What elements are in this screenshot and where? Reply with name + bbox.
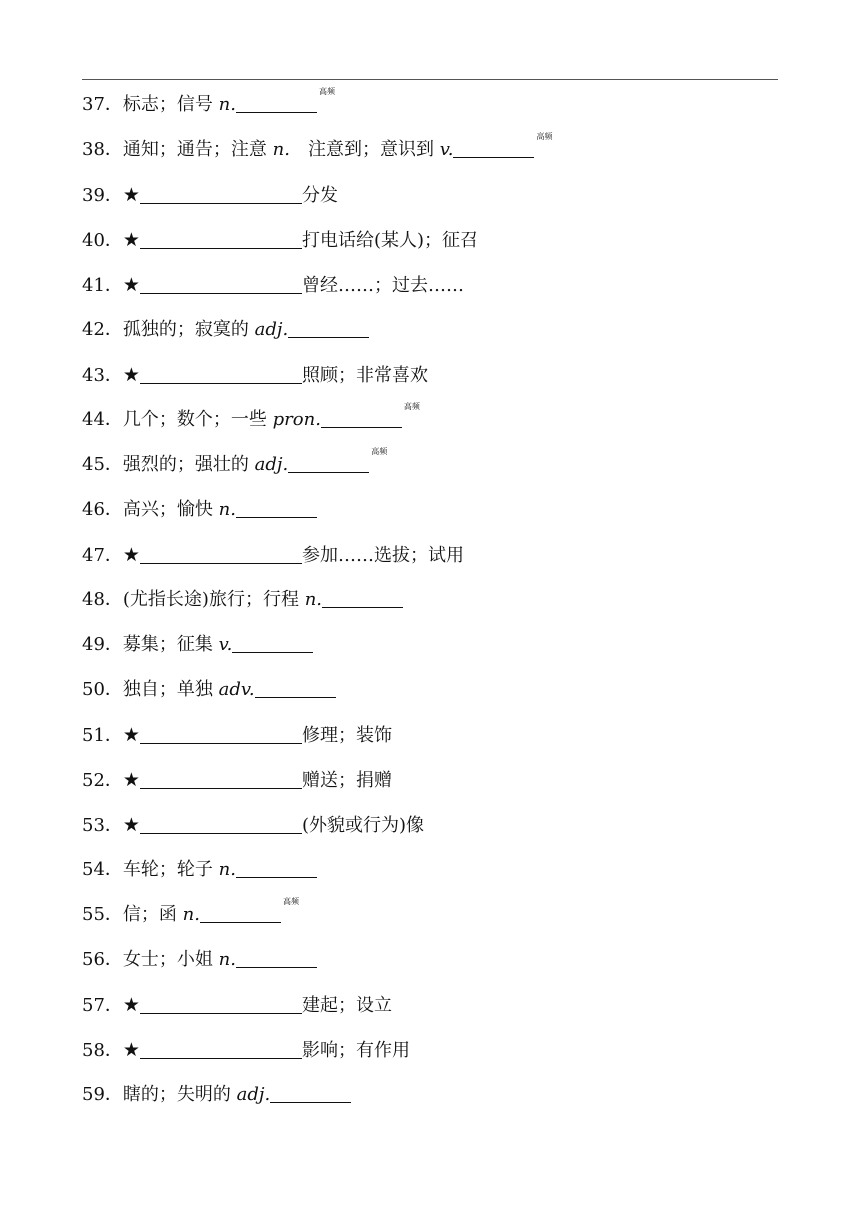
chinese-meaning: 分发 [301, 185, 338, 206]
number-separator: ． [104, 859, 123, 880]
part-of-speech: n. [182, 904, 200, 925]
star-icon: ★ [122, 814, 140, 836]
star-icon: ★ [122, 724, 140, 746]
number-separator: ． [104, 139, 123, 160]
number-separator: ． [104, 319, 123, 340]
frequency-tag: 高频 [282, 897, 299, 906]
answer-blank [321, 405, 402, 428]
chinese-meaning: 几个；数个；一些 [122, 409, 267, 430]
part-of-speech-2: v. [439, 139, 454, 160]
number-separator: ． [104, 679, 123, 700]
chinese-meaning: 强烈的；强壮的 [122, 454, 249, 475]
frequency-tag: 高频 [371, 447, 388, 456]
number-separator: ． [104, 230, 123, 251]
item-number: 57 [82, 995, 105, 1016]
chinese-meaning: 曾经……；过去…… [301, 275, 464, 296]
number-separator: ． [104, 1040, 123, 1061]
number-separator: ． [104, 454, 123, 475]
chinese-meaning: 女士；小姐 [122, 949, 213, 970]
chinese-meaning: 孤独的；寂寞的 [122, 319, 249, 340]
star-icon: ★ [122, 229, 140, 251]
chinese-meaning: 通知；通告；注意 [122, 139, 267, 160]
answer-blank [140, 766, 302, 789]
item-number: 38 [82, 139, 105, 160]
vocab-item [82, 628, 772, 673]
number-separator: ． [104, 725, 123, 746]
answer-blank [288, 315, 369, 338]
part-of-speech: n. [218, 859, 236, 880]
number-separator: ． [104, 589, 123, 610]
chinese-meaning: 信；函 [122, 904, 177, 925]
vocab-item [82, 583, 772, 628]
answer-blank [140, 721, 302, 744]
item-number: 55 [82, 904, 105, 925]
chinese-meaning: 车轮；轮子 [122, 859, 213, 880]
answer-blank [236, 855, 317, 878]
item-number: 45 [82, 454, 105, 475]
chinese-meaning: 影响；有作用 [301, 1040, 410, 1061]
star-icon: ★ [122, 769, 140, 791]
chinese-meaning: (外貌或行为)像 [301, 815, 424, 836]
part-of-speech: n. [218, 94, 236, 115]
number-separator: ． [104, 995, 123, 1016]
part-of-speech: adj. [254, 319, 289, 340]
chinese-meaning: 标志；信号 [122, 94, 213, 115]
number-separator: ． [104, 949, 123, 970]
chinese-meaning: 照顾；非常喜欢 [301, 365, 428, 386]
chinese-meaning: (尤指长途)旅行；行程 [122, 589, 299, 610]
answer-blank [140, 1036, 302, 1059]
vocab-item [82, 1078, 772, 1123]
item-number: 40 [82, 230, 105, 251]
part-of-speech: adv. [218, 679, 255, 700]
item-number: 42 [82, 319, 105, 340]
vocab-item [82, 943, 772, 988]
star-icon: ★ [122, 994, 140, 1016]
item-number: 49 [82, 634, 105, 655]
chinese-meaning: 募集；征集 [122, 634, 213, 655]
star-icon: ★ [122, 184, 140, 206]
vocab-item [82, 853, 772, 898]
item-number: 54 [82, 859, 105, 880]
chinese-meaning-2: 注意到；意识到 [307, 139, 434, 160]
number-separator: ． [104, 275, 123, 296]
vocab-item [82, 313, 772, 358]
vocab-item [82, 133, 772, 178]
item-number: 53 [82, 815, 105, 836]
answer-blank [255, 675, 336, 698]
item-number: 59 [82, 1084, 105, 1105]
frequency-tag: 高频 [403, 402, 420, 411]
number-separator: ． [104, 815, 123, 836]
answer-blank [270, 1080, 351, 1103]
answer-blank [288, 450, 369, 473]
answer-blank [140, 226, 302, 249]
item-number: 50 [82, 679, 105, 700]
number-separator: ． [104, 1084, 123, 1105]
item-number: 51 [82, 725, 105, 746]
answer-blank [200, 900, 281, 923]
part-of-speech: adj. [236, 1084, 271, 1105]
star-icon: ★ [122, 274, 140, 296]
number-separator: ． [104, 94, 123, 115]
vocab-item [82, 808, 772, 853]
vocab-list [82, 88, 772, 1123]
part-of-speech: n. [272, 139, 290, 160]
part-of-speech: v. [218, 634, 233, 655]
item-number: 44 [82, 409, 105, 430]
vocab-item [82, 223, 772, 268]
vocab-item [82, 673, 772, 718]
part-of-speech: pron. [272, 409, 321, 430]
number-separator: ． [104, 365, 123, 386]
item-number: 48 [82, 589, 105, 610]
item-number: 39 [82, 185, 105, 206]
answer-blank [236, 90, 317, 113]
vocab-item [82, 988, 772, 1033]
frequency-tag: 高频 [536, 132, 553, 141]
answer-blank [232, 630, 313, 653]
star-icon: ★ [122, 364, 140, 386]
number-separator: ． [104, 545, 123, 566]
vocab-item [82, 88, 772, 133]
answer-blank [236, 945, 317, 968]
vocab-item [82, 493, 772, 538]
chinese-meaning: 建起；设立 [301, 995, 392, 1016]
part-of-speech: adj. [254, 454, 289, 475]
number-separator: ． [104, 634, 123, 655]
chinese-meaning: 修理；装饰 [301, 725, 392, 746]
number-separator: ． [104, 770, 123, 791]
vocab-item [82, 268, 772, 313]
chinese-meaning: 高兴；愉快 [122, 499, 213, 520]
vocab-item [82, 1033, 772, 1078]
item-number: 46 [82, 499, 105, 520]
number-separator: ． [104, 499, 123, 520]
item-number: 41 [82, 275, 105, 296]
frequency-tag: 高频 [318, 87, 335, 96]
chinese-meaning: 打电话给(某人)；征召 [301, 230, 478, 251]
star-icon: ★ [122, 1039, 140, 1061]
answer-blank [140, 271, 302, 294]
vocab-item [82, 178, 772, 223]
vocab-item [82, 448, 772, 493]
answer-blank [236, 495, 317, 518]
part-of-speech: n. [218, 499, 236, 520]
part-of-speech: n. [304, 589, 323, 610]
item-number: 52 [82, 770, 105, 791]
vocab-item [82, 403, 772, 448]
vocab-item [82, 763, 772, 808]
item-number: 43 [82, 365, 105, 386]
chinese-meaning: 参加……选拔；试用 [301, 545, 464, 566]
answer-blank [453, 135, 534, 158]
item-number: 37 [82, 94, 105, 115]
item-number: 58 [82, 1040, 105, 1061]
chinese-meaning: 赠送；捐赠 [301, 770, 392, 791]
number-separator: ． [104, 904, 123, 925]
answer-blank [140, 811, 302, 834]
chinese-meaning: 瞎的；失明的 [122, 1084, 231, 1105]
answer-blank [140, 181, 302, 204]
vocab-item [82, 718, 772, 763]
item-number: 47 [82, 545, 105, 566]
number-separator: ． [104, 185, 123, 206]
vocab-item [82, 538, 772, 583]
answer-blank [140, 991, 302, 1014]
answer-blank [140, 541, 302, 564]
part-of-speech: n. [218, 949, 236, 970]
number-separator: ． [104, 409, 123, 430]
vocab-item [82, 358, 772, 403]
chinese-meaning: 独自；单独 [122, 679, 213, 700]
top-rule [82, 79, 778, 80]
item-number: 56 [82, 949, 105, 970]
vocab-item [82, 898, 772, 943]
star-icon: ★ [122, 544, 140, 566]
answer-blank [322, 585, 403, 608]
answer-blank [140, 361, 302, 384]
